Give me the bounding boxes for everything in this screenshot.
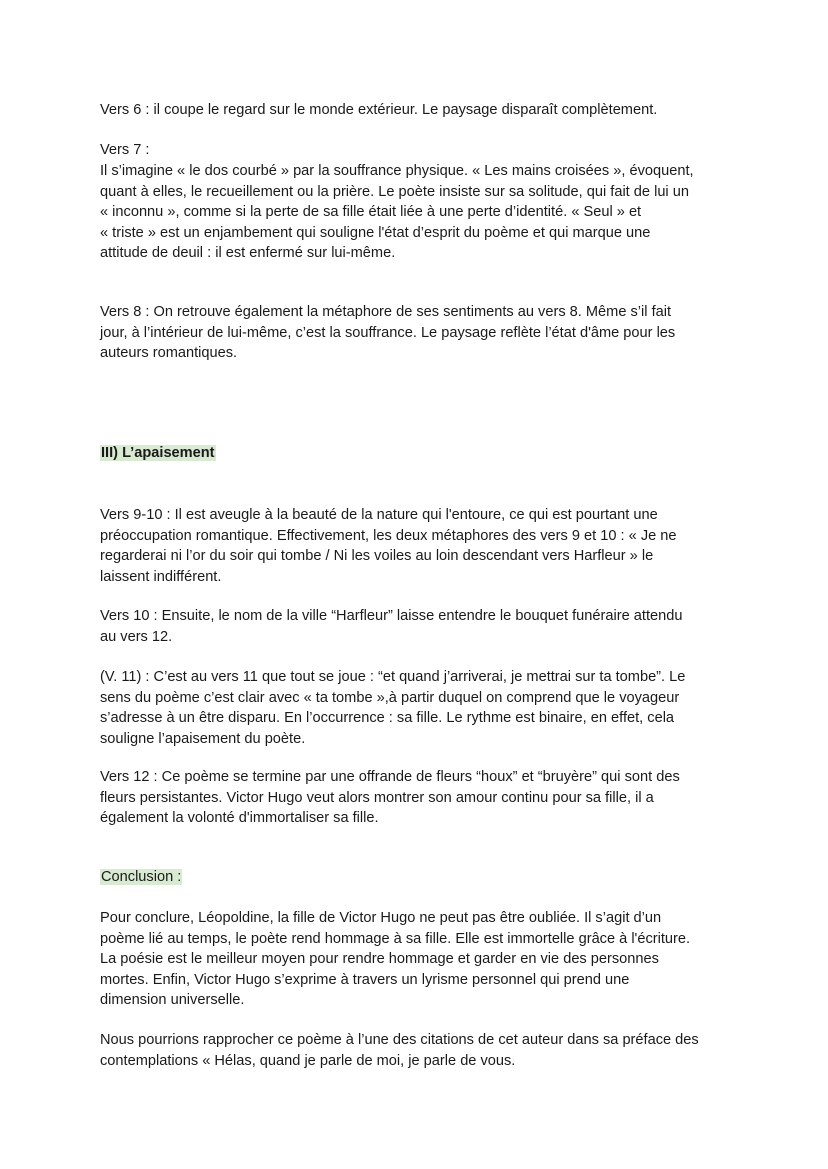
text-line: « triste » est un enjambement qui souligne l'état d’esprit du poème et qui marque une (100, 224, 651, 241)
text-line: s’adresse à un être disparu. En l’occurrence : sa fille. Le rythme est binaire, en effet, cela (100, 710, 675, 727)
text-line: également la volonté d'immortaliser sa fille. (100, 810, 379, 827)
text-line: Vers 12 : Ce poème se termine par une offrande de fleurs “houx” et “bruyère” qui sont des (100, 769, 680, 785)
paragraph-vers-12 (100, 767, 740, 829)
paragraph-conclusion (100, 908, 740, 1011)
text-line: jour, à l’intérieur de lui-même, c’est la souffrance. Le paysage reflète l’état d'âme pour les (100, 324, 676, 341)
text-line: dimension universelle. (100, 992, 245, 1009)
paragraph-vers-7 (100, 161, 740, 264)
section-heading-apaisement (100, 443, 740, 464)
text-line: fleurs persistantes. Victor Hugo veut alors montrer son amour continu pour sa fille, il a (100, 789, 654, 806)
paragraph-vers-11 (100, 667, 740, 749)
text-line: préoccupation romantique. Effectivement, les deux métaphores des vers 9 et 10 : « Je ne (100, 527, 677, 544)
text-line: Vers 6 : il coupe le regard sur le monde extérieur. Le paysage disparaît complètement. (100, 102, 658, 118)
text-line: Pour conclure, Léopoldine, la fille de Victor Hugo ne peut pas être oubliée. Il s’agit d’un (100, 910, 662, 926)
text-line: Il s’imagine « le dos courbé » par la souffrance physique. « Les mains croisées », évoquent, (100, 163, 694, 179)
text-line: Vers 8 : On retrouve également la métaphore de ses sentiments au vers 8. Même s’il fait (100, 304, 672, 320)
section-heading-conclusion (100, 867, 740, 888)
paragraph-vers-10 (100, 606, 740, 647)
text-line: souligne l’apaisement du poète. (100, 730, 306, 747)
text-line: La poésie est le meilleur moyen pour rendre hommage et garder en vie des personnes (100, 951, 659, 968)
heading-text: III) L’apaisement (101, 445, 215, 461)
text-line: sens du poème c’est clair avec « ta tombe »,à partir duquel on comprend que le voyageur (100, 689, 680, 706)
text-line: au vers 12. (100, 628, 173, 645)
text-line: auteurs romantiques. (100, 345, 238, 362)
text-line: laissent indifférent. (100, 568, 222, 585)
paragraph-vers-6 (100, 100, 740, 121)
paragraph-vers-7-label (100, 140, 740, 161)
text-line: « inconnu », comme si la perte de sa fille était liée à une perte d’identité. « Seul » et (100, 204, 642, 221)
paragraph-final-quote (100, 1030, 740, 1071)
text-line: poème lié au temps, le poète rend hommage à sa fille. Elle est immortelle grâce à l'écriture. (100, 930, 691, 947)
text-line: Vers 10 : Ensuite, le nom de la ville “Harfleur” laisse entendre le bouquet funéraire attendu (100, 608, 683, 624)
text-line: (V. 11) : C’est au vers 11 que tout se joue : “et quand j’arriverai, je mettrai sur ta tombe”. Le (100, 669, 686, 685)
text-line: regarderai ni l’or du soir qui tombe / Ni les voiles au loin descendant vers Harfleur » le (100, 548, 654, 565)
text-line: Nous pourrions rapprocher ce poème à l’une des citations de cet auteur dans sa préface des (100, 1032, 699, 1048)
paragraph-vers-8 (100, 302, 740, 364)
heading-text: Conclusion : (101, 869, 182, 885)
text-line: Vers 7 : (100, 142, 150, 158)
text-line: quant à elles, le recueillement ou la prière. Le poète insiste sur sa solitude, qui fait de lui un (100, 183, 689, 200)
paragraph-vers-9-10 (100, 505, 740, 587)
text-line: attitude de deuil : il est enfermé sur lui-même. (100, 245, 396, 262)
text-line: contemplations « Hélas, quand je parle de moi, je parle de vous. (100, 1052, 516, 1069)
text-line: mortes. Enfin, Victor Hugo s’exprime à travers un lyrisme personnel qui prend une (100, 971, 630, 988)
text-line: Vers 9-10 : Il est aveugle à la beauté de la nature qui l'entoure, ce qui est pourtant une (100, 507, 658, 523)
